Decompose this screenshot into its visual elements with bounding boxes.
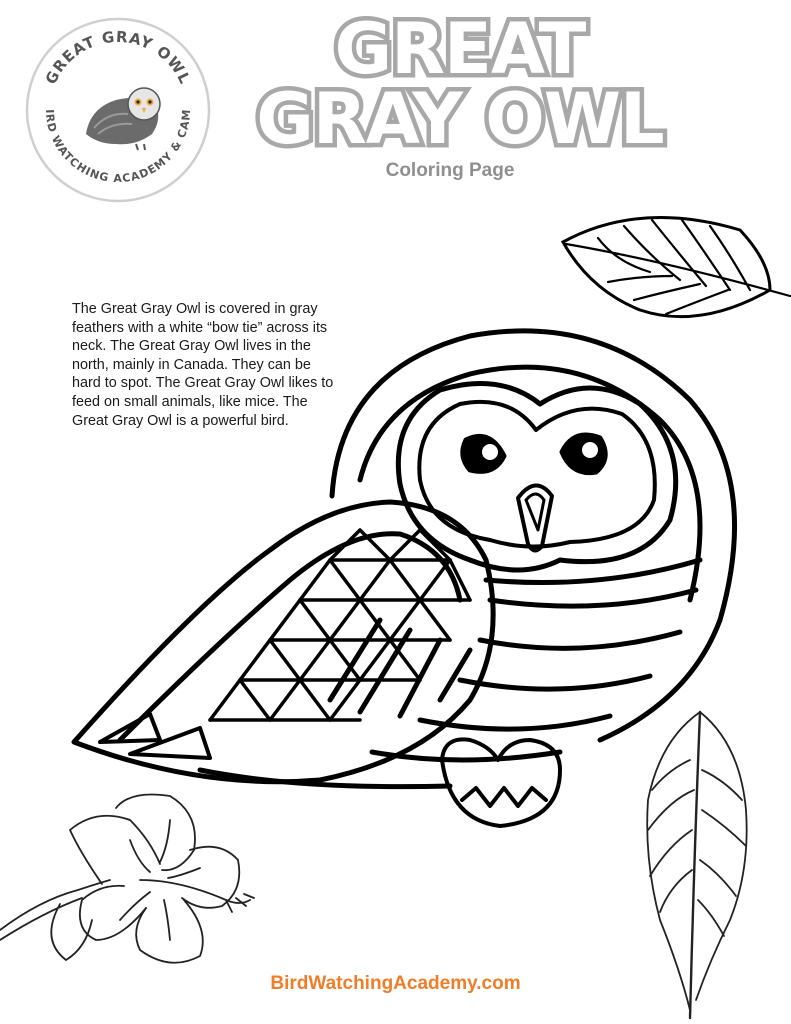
title-line-1: GREAT	[334, 8, 586, 90]
leaf-icon	[563, 218, 790, 317]
page-subtitle: Coloring Page	[385, 160, 515, 181]
owl-illustration	[74, 331, 735, 826]
owl-description: The Great Gray Owl is covered in gray feathers with a white “bow tie” across its neck. The Great Gray Owl lives in the north, mainly in Canada. They can be hard to spot. The Great Gray Owl likes to feed on small animals, like mice. The Great Gray Owl is a powerful bird.	[72, 301, 334, 429]
badge-bottom-text: IRD WATCHING ACADEMY & CAM	[42, 108, 194, 186]
footer-website[interactable]: BirdWatchingAcademy.com	[270, 973, 521, 994]
badge-top-text: GREAT GRAY OWL	[41, 27, 195, 88]
hibiscus-flower-icon	[0, 795, 254, 963]
title-line-2: GRAY OWL	[256, 78, 664, 160]
